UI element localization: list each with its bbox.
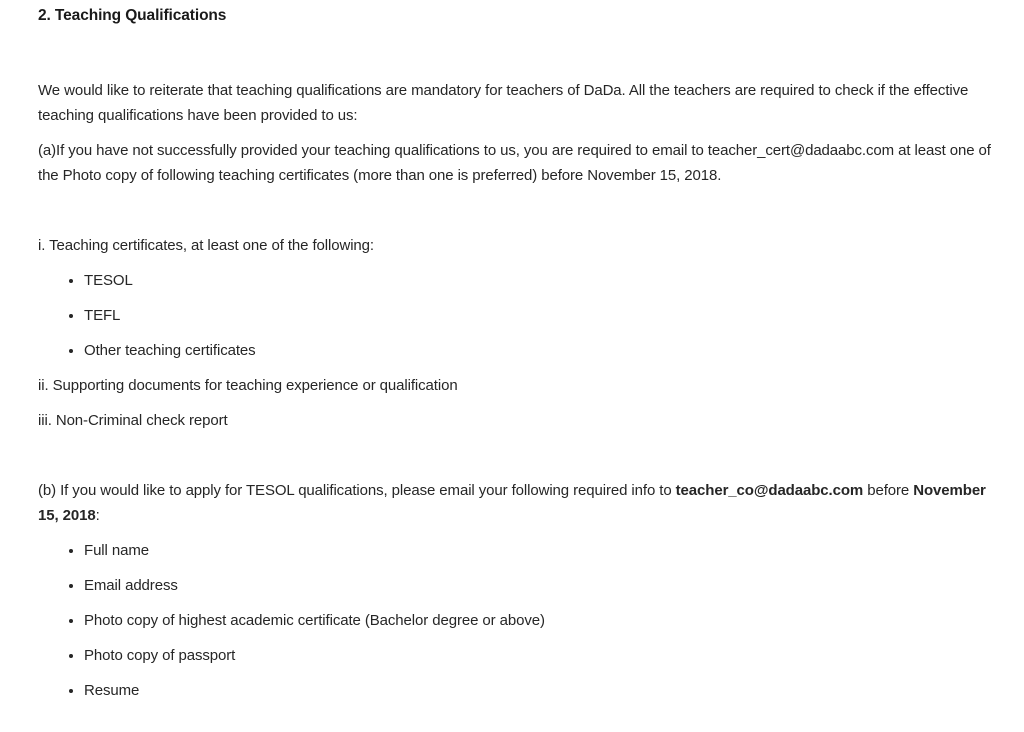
list-item: • Email address [84,573,1002,598]
paragraph-b-text: before [863,482,914,499]
intro-paragraph: We would like to reiterate that teaching qualifications are mandatory for teachers of DaDa. All the teachers are required to check if the effective teaching qualifications have been provided to us: [38,82,969,124]
certificate-list [38,268,1002,363]
paragraph-a: (a)If you have not successfully provided your teaching qualifications to us, you are required to email to teacher_cert@dadaabc.com at least one of the Photo copy of following teaching certificates (more than one is preferred) before November 15, 2018. [38,142,991,184]
paragraph-b-text: (b) If you would like to apply for TESOL qualifications, please email your following required info to [38,482,676,499]
contact-email: teacher_co@dadaabc.com [675,482,864,499]
list-item: • Resume [84,678,1002,703]
paragraph-b [38,478,1002,528]
list-item: • Photo copy of highest academic certificate (Bachelor degree or above) [84,608,1002,633]
list-item: • Full name [84,538,1002,563]
section-heading: 2. Teaching Qualifications [38,7,227,24]
list-item: • Photo copy of passport [84,643,1002,668]
required-info-list [38,538,1002,703]
item-i-label: i. Teaching certificates, at least one of the following: [38,237,374,254]
deadline-date: November 15, 2018 [38,482,986,524]
item-iii-label: iii. Non-Criminal check report [38,412,228,429]
paragraph-b-text: : [95,507,100,524]
list-item: • TESOL [84,268,1002,293]
list-item: • Other teaching certificates [84,338,1002,363]
item-ii-label: ii. Supporting documents for teaching experience or qualification [38,377,458,394]
list-item: • TEFL [84,303,1002,328]
